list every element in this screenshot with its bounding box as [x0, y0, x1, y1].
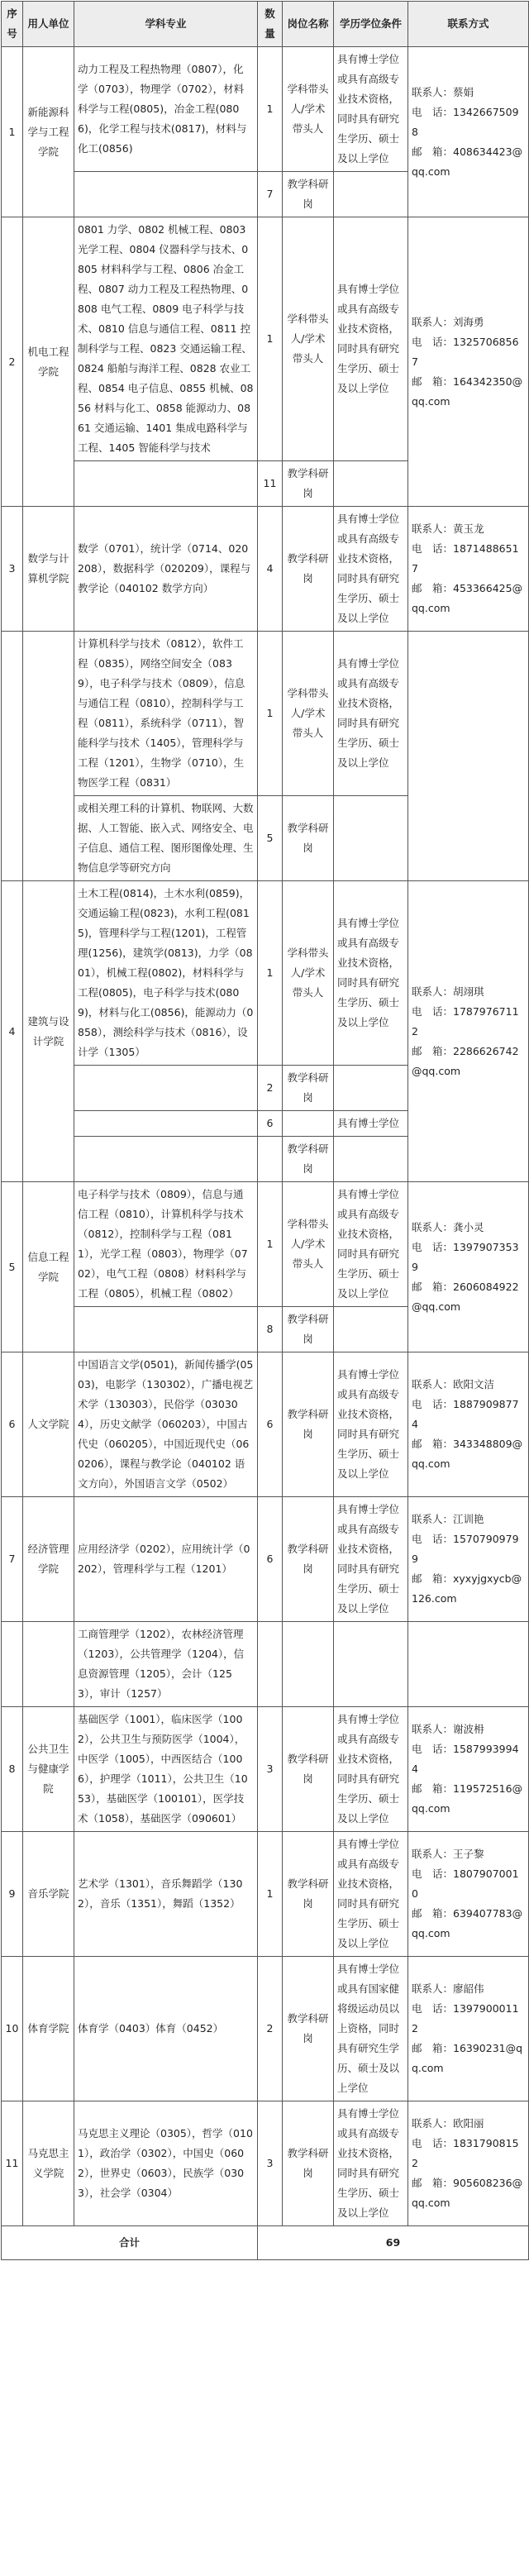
table-row [2, 1182, 529, 1307]
table-row [2, 1352, 529, 1497]
discipline-major: 马克思主义理论（0305），哲学（0101），政治学（0302），中国史（0602），世界史（0603），民族学（0303），社会学（0304） [74, 2101, 258, 2226]
row-number: 5 [2, 1182, 23, 1352]
header-row [2, 2, 529, 47]
position-name: 教学科研岗 [283, 1137, 334, 1182]
employer-unit: 体育学院 [23, 1957, 74, 2101]
contact-info: 联系人：廖韶伟 电 话：13979000112 邮 箱：16390231@qq.com [408, 1957, 529, 2101]
position-name: 教学科研岗 [283, 172, 334, 217]
row-number: 8 [2, 1707, 23, 1832]
table-row [2, 1957, 529, 2101]
table-row [2, 2101, 529, 2226]
degree-condition: 具有博士学位或具有高级专业技术资格，同时具有研究生学历、硕士及以上学位 [334, 881, 408, 1066]
contact-info: 联系人：谢波枏 电 话：15879939944 邮 箱：119572516@qq.com [408, 1707, 529, 1832]
degree-condition: 具有博士学位或具有国家健将级运动员以上资格，同时具有研究生学历、硕士及以上学位 [334, 1957, 408, 2101]
position-count [258, 1622, 283, 1707]
position-count [258, 1137, 283, 1182]
position-name: 教学科研岗 [283, 1307, 334, 1352]
degree-condition: 具有博士学位或具有高级专业技术资格，同时具有研究生学历、硕士及以上学位 [334, 1352, 408, 1497]
position-name: 学科带头人/学术带头人 [283, 881, 334, 1066]
employer-unit: 数学与计算机学院 [23, 507, 74, 632]
position-count: 8 [258, 1307, 283, 1352]
position-count: 1 [258, 881, 283, 1066]
employer-unit: 音乐学院 [23, 1832, 74, 1957]
discipline-major: 中国语言文学(0501)，新闻传播学(0503)，电影学（130302），广播电视艺术学（130303），民俗学（030304），历史文献学（060203），中国古代史（060205），中国近现代史（060206），课程与教学论（040102 语文方向），外国语言文学（0502） [74, 1352, 258, 1497]
employer-unit: 经济管理学院 [23, 1497, 74, 1622]
degree-condition: 具有博士学位或具有高级专业技术资格，同时具有研究生学历、硕士及以上学位 [334, 507, 408, 632]
degree-condition: 具有博士学位或具有高级专业技术资格，同时具有研究生学历、硕士及以上学位 [334, 632, 408, 796]
employer-unit: 公共卫生与健康学院 [23, 1707, 74, 1832]
row-number: 6 [2, 1352, 23, 1497]
table-body [2, 47, 529, 2226]
row-number: 1 [2, 47, 23, 217]
recruitment-table [1, 1, 529, 2260]
degree-condition: 具有博士学位或具有高级专业技术资格，同时具有研究生学历、硕士及以上学位 [334, 1832, 408, 1957]
employer-unit: 人文学院 [23, 1352, 74, 1497]
discipline-major: 应用经济学（0202），应用统计学（0202），管理科学与工程（1201） [74, 1497, 258, 1622]
header-unit: 用人单位 [23, 2, 74, 47]
degree-condition [334, 796, 408, 881]
position-count: 4 [258, 507, 283, 632]
table-row [2, 1497, 529, 1622]
contact-info: 联系人：蔡娟 电 话：13426675098 邮 箱：408634423@qq.com [408, 47, 529, 217]
degree-condition: 具有博士学位 [334, 1111, 408, 1137]
position-count: 11 [258, 461, 283, 507]
position-count: 1 [258, 1182, 283, 1307]
discipline-major [74, 1111, 258, 1137]
position-count: 1 [258, 1832, 283, 1957]
position-name: 学科带头人/学术带头人 [283, 47, 334, 172]
discipline-major [74, 172, 258, 217]
position-count: 5 [258, 796, 283, 881]
row-number [2, 632, 23, 881]
header-count: 数量 [258, 2, 283, 47]
table-row [2, 881, 529, 1066]
degree-condition [334, 1066, 408, 1111]
employer-unit: 建筑与设计学院 [23, 881, 74, 1182]
position-name [283, 1111, 334, 1137]
contact-info: 联系人：黄玉龙 电 话：18714886517 邮 箱：453366425@qq.com [408, 507, 529, 632]
row-number: 10 [2, 1957, 23, 2101]
contact-info [408, 632, 529, 881]
degree-condition: 具有博士学位或具有高级专业技术资格，同时具有研究生学历、硕士及以上学位 [334, 1707, 408, 1832]
discipline-major: 工商管理学（1202），农林经济管理（1203），公共管理学（1204），信息资源管理（1205），会计（1253），审计（1257） [74, 1622, 258, 1707]
discipline-major: 体育学（0403）体育（0452） [74, 1957, 258, 2101]
total-row [2, 2226, 529, 2260]
position-count: 1 [258, 632, 283, 796]
position-name: 教学科研岗 [283, 1497, 334, 1622]
discipline-major: 基础医学（1001），临床医学（1002），公共卫生与预防医学（1004），中医学（1005），中西医结合（1006），护理学（1011），公共卫生（1053），基础医学（100101），医学技术（1058），基础医学（090601） [74, 1707, 258, 1832]
contact-info: 联系人：龚小灵 电 话：13979073539 邮 箱：2606084922@qq.com [408, 1182, 529, 1352]
position-count: 1 [258, 47, 283, 172]
employer-unit [23, 1622, 74, 1707]
contact-info [408, 1622, 529, 1707]
degree-condition [334, 1307, 408, 1352]
position-name: 教学科研岗 [283, 1957, 334, 2101]
degree-condition: 具有博士学位或具有高级专业技术资格，同时具有研究生学历、硕士及以上学位 [334, 47, 408, 172]
position-count: 3 [258, 1707, 283, 1832]
position-name: 学科带头人/学术带头人 [283, 217, 334, 461]
table-row [2, 632, 529, 796]
discipline-major: 土木工程(0814)，土木水利(0859)，交通运输工程(0823)，水利工程(0815)，管理科学与工程(1201)，工程管理(1256)，建筑学(0813)，力学（0801），机械工程(0802)，材料科学与工程(0805)，电子科学与技术(0809)，材料与化工(0856)，能源动力（0858），测绘科学与技术（0816），设计学（1305） [74, 881, 258, 1066]
table-row [2, 217, 529, 461]
table-row [2, 1622, 529, 1707]
position-count: 1 [258, 217, 283, 461]
employer-unit [23, 632, 74, 881]
row-number: 7 [2, 1497, 23, 1622]
position-name: 教学科研岗 [283, 1352, 334, 1497]
contact-info: 联系人：江训艳 电 话：15707909799 邮 箱：xyxyjgxycb@126.com [408, 1497, 529, 1622]
position-count: 6 [258, 1497, 283, 1622]
degree-condition: 具有博士学位或具有高级专业技术资格，同时具有研究生学历、硕士及以上学位 [334, 1497, 408, 1622]
degree-condition: 具有博士学位或具有高级专业技术资格，同时具有研究生学历、硕士及以上学位 [334, 1182, 408, 1307]
discipline-major: 艺术学（1301），音乐舞蹈学（1302），音乐（1351），舞蹈（1352） [74, 1832, 258, 1957]
row-number: 2 [2, 217, 23, 507]
discipline-major: 或相关理工科的计算机、物联网、大数据、人工智能、嵌入式、网络安全、电子信息、通信工程、图形图像处理、生物信息学等研究方向 [74, 796, 258, 881]
table-row [2, 1707, 529, 1832]
degree-condition: 具有博士学位或具有高级专业技术资格，同时具有研究生学历、硕士及以上学位 [334, 217, 408, 461]
header-condition: 学历学位条件 [334, 2, 408, 47]
position-count: 7 [258, 172, 283, 217]
discipline-major: 电子科学与技术（0809），信息与通信工程（0810），计算机科学与技术（0812），控制科学与工程（0811），光学工程（0803），物理学（0702），电气工程（0808）材料科学与工程（0805），机械工程（0802） [74, 1182, 258, 1307]
contact-info: 联系人：王子黎 电 话：18079070010 邮 箱：639407783@qq.com [408, 1832, 529, 1957]
position-name: 教学科研岗 [283, 796, 334, 881]
position-name: 教学科研岗 [283, 2101, 334, 2226]
table-row [2, 47, 529, 172]
position-count: 3 [258, 2101, 283, 2226]
degree-condition: 具有博士学位或具有高级专业技术资格，同时具有研究生学历、硕士及以上学位 [334, 2101, 408, 2226]
discipline-major [74, 1066, 258, 1111]
degree-condition [334, 172, 408, 217]
contact-info: 联系人：胡翊琪 电 话：17879767112 邮 箱：2286626742@qq.com [408, 881, 529, 1182]
position-name [283, 1622, 334, 1707]
discipline-major: 计算机科学与技术（0812），软件工程（0835），网络空间安全（0839），电子科学与技术（0809），信息与通信工程（0810），控制科学与工程（0811），系统科学（0711），智能科学与技术（1405），管理科学与工程（1201），生物学（0710），生物医学工程（0831） [74, 632, 258, 796]
table-row [2, 1832, 529, 1957]
discipline-major [74, 461, 258, 507]
employer-unit: 机电工程学院 [23, 217, 74, 507]
contact-info: 联系人：刘海勇 电 话：13257068567 邮 箱：164342350@qq.com [408, 217, 529, 507]
contact-info: 联系人：欧阳文洁 电 话：18879098774 邮 箱：343348809@qq.com [408, 1352, 529, 1497]
total-value: 69 [258, 2226, 529, 2260]
row-number: 9 [2, 1832, 23, 1957]
header-post: 岗位名称 [283, 2, 334, 47]
employer-unit: 信息工程学院 [23, 1182, 74, 1352]
row-number [2, 1622, 23, 1707]
header-contact: 联系方式 [408, 2, 529, 47]
row-number: 3 [2, 507, 23, 632]
row-number: 11 [2, 2101, 23, 2226]
employer-unit: 新能源科学与工程学院 [23, 47, 74, 217]
position-count: 6 [258, 1352, 283, 1497]
position-name: 教学科研岗 [283, 1066, 334, 1111]
contact-info: 联系人：欧阳丽 电 话：18317908152 邮 箱：905608236@qq.com [408, 2101, 529, 2226]
discipline-major: 0801 力学、0802 机械工程、0803 光学工程、0804 仪器科学与技术、0805 材料科学与工程、0806 冶金工程、0807 动力工程及工程热物理、0808 电气工程、0809 电子科学与技术、0810 信息与通信工程、0811 控制科学与工程、0823 交通运输工程、0824 船舶与海洋工程、0828 农业工程、0854 电子信息、0855 机械、0856 材料与化工、0858 能源动力、0861 交通运输、1401 集成电路科学与工程、1405 智能科学与技术 [74, 217, 258, 461]
header-major: 学科专业 [74, 2, 258, 47]
position-count: 6 [258, 1111, 283, 1137]
header-no: 序号 [2, 2, 23, 47]
position-count: 2 [258, 1066, 283, 1111]
position-count: 2 [258, 1957, 283, 2101]
discipline-major [74, 1307, 258, 1352]
degree-condition [334, 461, 408, 507]
discipline-major [74, 1137, 258, 1182]
degree-condition [334, 1137, 408, 1182]
position-name: 学科带头人/学术带头人 [283, 632, 334, 796]
position-name: 教学科研岗 [283, 507, 334, 632]
discipline-major: 动力工程及工程热物理（0807），化学（0703），物理学（0702），材料科学与工程(0805)，冶金工程(0806)，化学工程与技术(0817)，材料与化工(0856) [74, 47, 258, 172]
degree-condition [334, 1622, 408, 1707]
position-name: 学科带头人/学术带头人 [283, 1182, 334, 1307]
total-label: 合计 [2, 2226, 258, 2260]
employer-unit: 马克思主义学院 [23, 2101, 74, 2226]
position-name: 教学科研岗 [283, 461, 334, 507]
row-number: 4 [2, 881, 23, 1182]
position-name: 教学科研岗 [283, 1832, 334, 1957]
table-row [2, 507, 529, 632]
discipline-major: 数学（0701），统计学（0714、020208），数据科学（020209），课程与教学论（040102 数学方向） [74, 507, 258, 632]
position-name: 教学科研岗 [283, 1707, 334, 1832]
